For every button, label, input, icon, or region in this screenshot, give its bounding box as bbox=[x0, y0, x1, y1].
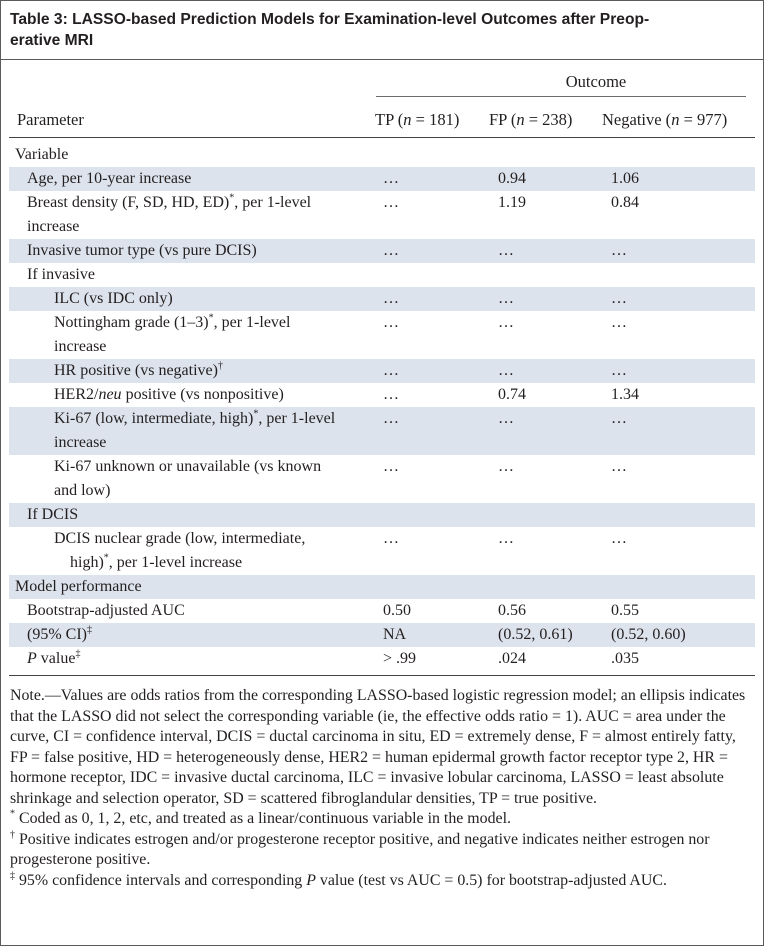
negative-header: Negative (n = 977) bbox=[602, 110, 728, 129]
tp-header: TP (n = 181) bbox=[375, 110, 460, 129]
fp-value: … bbox=[498, 314, 514, 331]
table-row bbox=[9, 599, 755, 623]
table-row bbox=[9, 623, 755, 647]
table-title-line1: Table 3: LASSO-based Prediction Models for Examination-level Outcomes after Preop- bbox=[10, 11, 650, 28]
fp-value: .024 bbox=[498, 650, 526, 667]
table-row bbox=[9, 263, 755, 287]
outcome-header: Outcome bbox=[565, 72, 627, 91]
row-label: P value‡ bbox=[27, 648, 81, 667]
table-bottom-rule bbox=[9, 675, 755, 676]
note-star: * Coded as 0, 1, 2, etc, and treated as a linear/continuous variable in the model. bbox=[10, 808, 511, 827]
row-label: Bootstrap-adjusted AUC bbox=[27, 602, 185, 619]
table-row bbox=[9, 311, 755, 359]
fp-value: 0.94 bbox=[498, 170, 526, 187]
row-label: If DCIS bbox=[27, 506, 79, 523]
row-label: Ki-67 unknown or unavailable (vs known and low) bbox=[54, 458, 322, 499]
outcome-rule bbox=[376, 96, 746, 97]
table-title-line2: erative MRI bbox=[10, 32, 94, 49]
table-notes bbox=[10, 686, 750, 891]
negative-value: … bbox=[611, 410, 627, 427]
table-row bbox=[9, 143, 755, 167]
row-label: If invasive bbox=[27, 266, 95, 283]
tp-value: … bbox=[383, 242, 399, 259]
row-label: Age, per 10-year increase bbox=[27, 170, 192, 187]
row-label: Model performance bbox=[15, 578, 142, 595]
negative-value: 1.34 bbox=[611, 386, 639, 403]
table-row bbox=[9, 647, 755, 671]
negative-value: … bbox=[611, 458, 627, 475]
negative-value: .035 bbox=[611, 650, 639, 667]
fp-value: … bbox=[498, 410, 514, 427]
tp-value: … bbox=[383, 194, 399, 211]
tp-value: … bbox=[383, 530, 399, 547]
negative-value: … bbox=[611, 530, 627, 547]
table-row bbox=[9, 167, 755, 191]
fp-value: 0.56 bbox=[498, 602, 526, 619]
parameter-header: Parameter bbox=[17, 110, 84, 129]
row-label: Invasive tumor type (vs pure DCIS) bbox=[27, 242, 257, 259]
negative-value: 0.84 bbox=[611, 194, 639, 211]
row-label: Ki-67 (low, intermediate, high)*, per 1-level increase bbox=[54, 408, 336, 451]
table-row bbox=[9, 407, 755, 455]
tp-value: … bbox=[383, 170, 399, 187]
negative-value: (0.52, 0.60) bbox=[611, 626, 686, 643]
tp-value: > .99 bbox=[383, 650, 417, 667]
table-row bbox=[9, 575, 755, 599]
tp-value: 0.50 bbox=[383, 602, 411, 619]
fp-value: … bbox=[498, 290, 514, 307]
tp-value: … bbox=[383, 458, 399, 475]
negative-value: 1.06 bbox=[611, 170, 639, 187]
table-row bbox=[9, 503, 755, 527]
fp-value: 0.74 bbox=[498, 386, 526, 403]
negative-value: … bbox=[611, 314, 627, 331]
note-main: Note.—Values are odds ratios from the corresponding LASSO-based logistic regression model; an ellipsis indicates that the LASSO did not select the corresponding variable (ie, the effective odds ratio = 1). AUC = area under the curve, CI = confidence interval, DCIS = ductal carcinoma in situ, ED = extremely dense, F = almost entirely fatty, FP = false positive, HD = heterogeneously dense, HER2 = human epidermal growth factor receptor type 2, HR = hormone receptor, IDC = invasive ductal carcinoma, ILC = invasive lobular carcinoma, LASSO = least absolute shrinkage and selection operator, SD = scattered fibroglandular densities, TP = true positive. bbox=[10, 687, 746, 807]
negative-value: … bbox=[611, 242, 627, 259]
table-row bbox=[9, 359, 755, 383]
tp-value: NA bbox=[383, 626, 407, 643]
title-box bbox=[1, 1, 763, 60]
negative-value: … bbox=[611, 290, 627, 307]
table-row bbox=[9, 239, 755, 263]
fp-value: … bbox=[498, 530, 514, 547]
note-dagger: † Positive indicates estrogen and/or progesterone receptor positive, and negative indicates neither estrogen nor progesterone positive. bbox=[10, 829, 710, 868]
fp-value: … bbox=[498, 458, 514, 475]
table-row bbox=[9, 383, 755, 407]
row-label: Nottingham grade (1–3)*, per 1-level increase bbox=[54, 312, 291, 355]
table-title bbox=[10, 9, 750, 51]
table-row bbox=[9, 191, 755, 239]
negative-value: … bbox=[611, 362, 627, 379]
fp-value: … bbox=[498, 242, 514, 259]
row-label: DCIS nuclear grade (low, intermediate, high)*, per 1-level increase bbox=[54, 530, 306, 571]
table-row bbox=[9, 527, 755, 575]
note-double-dagger: ‡ 95% confidence intervals and corresponding P value (test vs AUC = 0.5) for bootstrap-adjusted AUC. bbox=[10, 870, 667, 889]
row-label: HER2/neu positive (vs nonpositive) bbox=[54, 386, 284, 403]
tp-value: … bbox=[383, 410, 399, 427]
tp-value: … bbox=[383, 362, 399, 379]
fp-value: … bbox=[498, 362, 514, 379]
tp-value: … bbox=[383, 290, 399, 307]
fp-value: (0.52, 0.61) bbox=[498, 626, 573, 643]
table-row bbox=[9, 455, 755, 503]
tp-value: … bbox=[383, 386, 399, 403]
row-label: ILC (vs IDC only) bbox=[54, 290, 173, 307]
row-label: (95% CI)‡ bbox=[27, 624, 92, 643]
row-label: HR positive (vs negative)† bbox=[54, 360, 223, 379]
header-rule bbox=[9, 137, 755, 138]
fp-header: FP (n = 238) bbox=[489, 110, 573, 129]
row-label: Breast density (F, SD, HD, ED)*, per 1-level increase bbox=[27, 192, 312, 235]
negative-value: 0.55 bbox=[611, 602, 639, 619]
table-row bbox=[9, 287, 755, 311]
row-label: Variable bbox=[15, 146, 69, 163]
tp-value: … bbox=[383, 314, 399, 331]
fp-value: 1.19 bbox=[498, 194, 526, 211]
